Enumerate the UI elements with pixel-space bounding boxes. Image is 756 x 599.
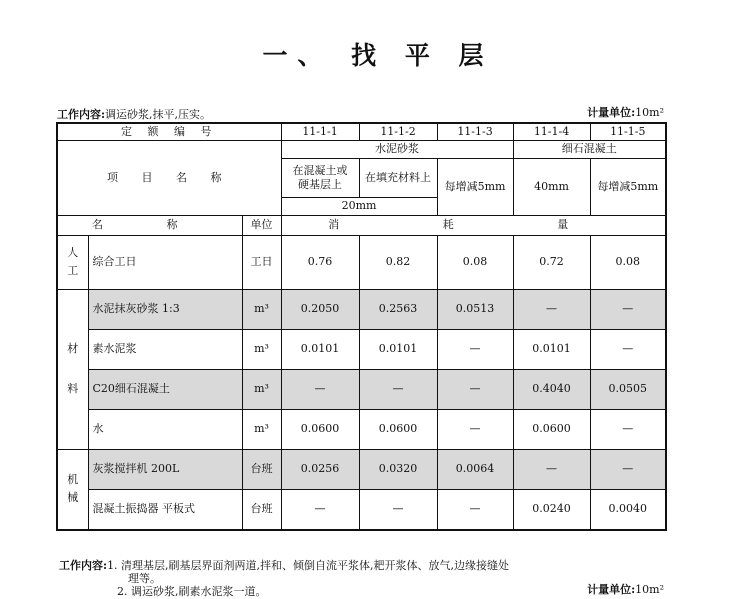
value-cell: — — [590, 409, 666, 449]
work-content-header — [57, 106, 211, 122]
page-title: 一、 找 平 层 — [262, 41, 494, 70]
footer-line-1: 1. 清理基层,刷基层界面剂两道,拌和、倾倒自流平浆体,耙开浆体、放气,边缘接缝处 — [107, 559, 510, 572]
table-row — [57, 369, 666, 409]
footer-measurement-unit — [587, 581, 664, 597]
value-cell: — — [359, 489, 437, 530]
footer-work-label: 工作内容: — [59, 559, 108, 572]
work-content-text: 调运砂浆,抹平,压实。 — [105, 108, 212, 121]
quota-table — [56, 122, 667, 531]
item-unit: m³ — [242, 329, 281, 369]
footer-line-1-cont: 理等。 — [128, 572, 161, 585]
value-cell: 0.0505 — [590, 369, 666, 409]
footer-work-content — [59, 557, 509, 573]
value-cell: 0.0600 — [359, 409, 437, 449]
thickness-cell: 20mm — [281, 197, 437, 215]
item-unit: 台班 — [242, 489, 281, 530]
value-cell: — — [590, 289, 666, 329]
value-cell: — — [513, 449, 590, 489]
value-cell: 0.08 — [590, 235, 666, 289]
group-fine-concrete: 细石混凝土 — [513, 140, 666, 158]
item-unit: 工日 — [242, 235, 281, 289]
value-cell: — — [437, 329, 513, 369]
code-cell: 11-1-2 — [359, 123, 437, 140]
value-cell: — — [437, 369, 513, 409]
work-content-label: 工作内容: — [57, 108, 106, 121]
group-cement-mortar: 水泥砂浆 — [281, 140, 513, 158]
item-name: C20细石混凝土 — [88, 369, 242, 409]
item-unit: 台班 — [242, 449, 281, 489]
item-unit: m³ — [242, 409, 281, 449]
value-cell: 0.82 — [359, 235, 437, 289]
value-cell: 0.0064 — [437, 449, 513, 489]
table-row — [57, 235, 666, 289]
value-cell: 0.4040 — [513, 369, 590, 409]
value-cell: — — [590, 329, 666, 369]
column-header-row — [57, 215, 666, 235]
value-cell: 0.0101 — [281, 329, 359, 369]
sub-header-cell: 在填充材料上 — [359, 158, 437, 197]
table-row — [57, 409, 666, 449]
category-machine: 机械 — [57, 449, 88, 530]
item-unit: m³ — [242, 369, 281, 409]
table-row — [57, 489, 666, 530]
consumption-header: 消 耗 量 — [281, 215, 666, 235]
sub-header-cell: 每增减5mm — [590, 158, 666, 215]
table-row — [57, 329, 666, 369]
value-cell: 0.76 — [281, 235, 359, 289]
sub-header-cell: 40mm — [513, 158, 590, 215]
value-cell: 0.0101 — [513, 329, 590, 369]
value-cell: — — [281, 369, 359, 409]
footer-unit-value: 10m² — [635, 583, 664, 596]
footer-line-2: 2. 调运砂浆,刷素水泥浆一道。 — [117, 585, 267, 598]
item-name: 混凝土振捣器 平板式 — [88, 489, 242, 530]
project-name-label: 项 目 名 称 — [57, 140, 281, 215]
unit-column-header: 单位 — [242, 215, 281, 235]
value-cell: — — [437, 409, 513, 449]
group-row — [57, 140, 666, 158]
value-cell: 0.08 — [437, 235, 513, 289]
measurement-unit-value: 10m² — [635, 106, 664, 119]
value-cell: 0.72 — [513, 235, 590, 289]
code-cell: 11-1-1 — [281, 123, 359, 140]
quota-code-row — [57, 123, 666, 140]
value-cell: 0.2563 — [359, 289, 437, 329]
value-cell: — — [513, 289, 590, 329]
measurement-unit — [587, 104, 664, 120]
value-cell: — — [437, 489, 513, 530]
item-name: 灰浆搅拌机 200L — [88, 449, 242, 489]
value-cell: 0.0600 — [513, 409, 590, 449]
value-cell: 0.0320 — [359, 449, 437, 489]
value-cell: 0.0513 — [437, 289, 513, 329]
code-cell: 11-1-5 — [590, 123, 666, 140]
value-cell: — — [590, 449, 666, 489]
sub-header-cell: 在混凝土或 硬基层上 — [281, 158, 359, 197]
value-cell: 0.0240 — [513, 489, 590, 530]
table-row — [57, 289, 666, 329]
value-cell: 0.2050 — [281, 289, 359, 329]
code-cell: 11-1-4 — [513, 123, 590, 140]
value-cell: 0.0256 — [281, 449, 359, 489]
category-material: 材料 — [57, 289, 88, 449]
value-cell: 0.0101 — [359, 329, 437, 369]
footer-unit-label: 计量单位: — [587, 583, 636, 596]
value-cell: — — [281, 489, 359, 530]
value-cell: — — [359, 369, 437, 409]
name-column-header: 名 称 — [57, 215, 242, 235]
value-cell: 0.0600 — [281, 409, 359, 449]
item-name: 综合工日 — [88, 235, 242, 289]
code-cell: 11-1-3 — [437, 123, 513, 140]
item-name: 素水泥浆 — [88, 329, 242, 369]
measurement-unit-label: 计量单位: — [587, 106, 636, 119]
quota-code-label: 定 额 编 号 — [57, 123, 281, 140]
sub-header-cell: 每增减5mm — [437, 158, 513, 215]
table-row — [57, 449, 666, 489]
item-name: 水 — [88, 409, 242, 449]
item-name: 水泥抹灰砂浆 1:3 — [88, 289, 242, 329]
item-unit: m³ — [242, 289, 281, 329]
value-cell: 0.0040 — [590, 489, 666, 530]
category-labor: 人工 — [57, 235, 88, 289]
